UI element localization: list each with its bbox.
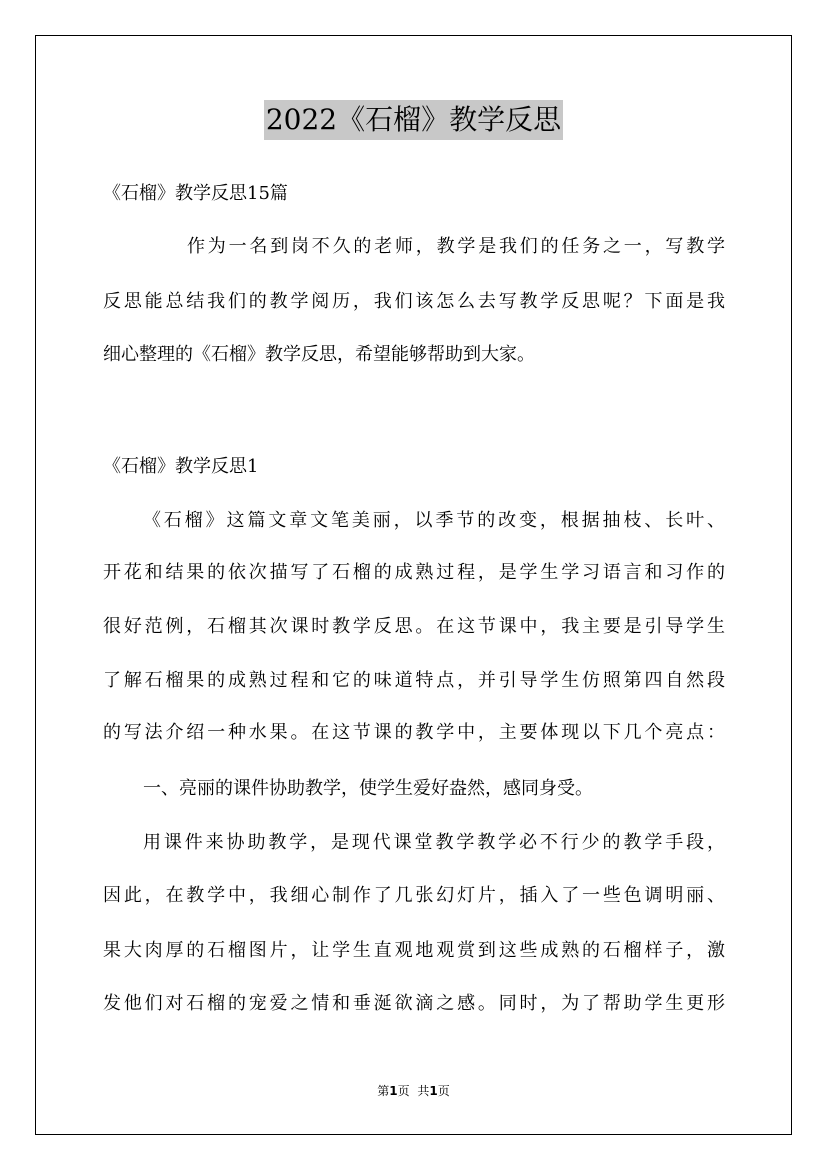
intro-line-1: 作为一名到岗不久的老师，教学是我们的任务之一，写教学 — [187, 236, 725, 257]
body-line-9: 果大肉厚的石榴图片，让学生直观地观赏到这些成熟的石榴样子，激 — [103, 940, 725, 961]
body-line-3: 很好范例，石榴其次课时教学反思。在这节课中，我主要是引导学生 — [103, 616, 725, 637]
intro-line-2: 反思能总结我们的教学阅历，我们该怎么去写教学反思呢？下面是我 — [103, 291, 725, 312]
footer-total-prefix: 共 — [417, 1084, 430, 1098]
document-subtitle: 《石榴》教学反思15篇 — [103, 183, 288, 204]
body-line-4: 了解石榴果的成熟过程和它的味道特点，并引导学生仿照第四自然段 — [103, 670, 725, 691]
footer-page-suffix: 页 — [397, 1084, 410, 1098]
body-line-8: 因此，在教学中，我细心制作了几张幻灯片，插入了一些色调明丽、 — [103, 885, 725, 906]
footer-total-number: 1 — [429, 1084, 438, 1098]
body-line-6: 一、亮丽的课件协助教学，使学生爱好盎然，感同身受。 — [143, 778, 593, 799]
body-line-5: 的写法介绍一种水果。在这节课的教学中，主要体现以下几个亮点： — [103, 722, 725, 743]
page-footer — [0, 1082, 827, 1099]
footer-page-prefix: 第 — [377, 1084, 390, 1098]
section-heading: 《石榴》教学反思1 — [103, 456, 259, 477]
footer-page-number: 1 — [389, 1084, 398, 1098]
body-line-2: 开花和结果的依次描写了石榴的成熟过程，是学生学习语言和习作的 — [103, 562, 725, 583]
body-line-10: 发他们对石榴的宠爱之情和垂涎欲滴之感。同时，为了帮助学生更形 — [103, 993, 725, 1014]
title-container — [0, 100, 827, 140]
intro-line-3: 细心整理的《石榴》教学反思，希望能够帮助到大家。 — [103, 344, 535, 365]
document-title: 2022《石榴》教学反思 — [264, 100, 563, 140]
body-line-1: 《石榴》这篇文章文笔美丽，以季节的改变，根据抽枝、长叶、 — [143, 510, 725, 531]
body-line-7: 用课件来协助教学，是现代课堂教学教学必不行少的教学手段， — [143, 832, 725, 853]
footer-total-suffix: 页 — [437, 1084, 450, 1098]
